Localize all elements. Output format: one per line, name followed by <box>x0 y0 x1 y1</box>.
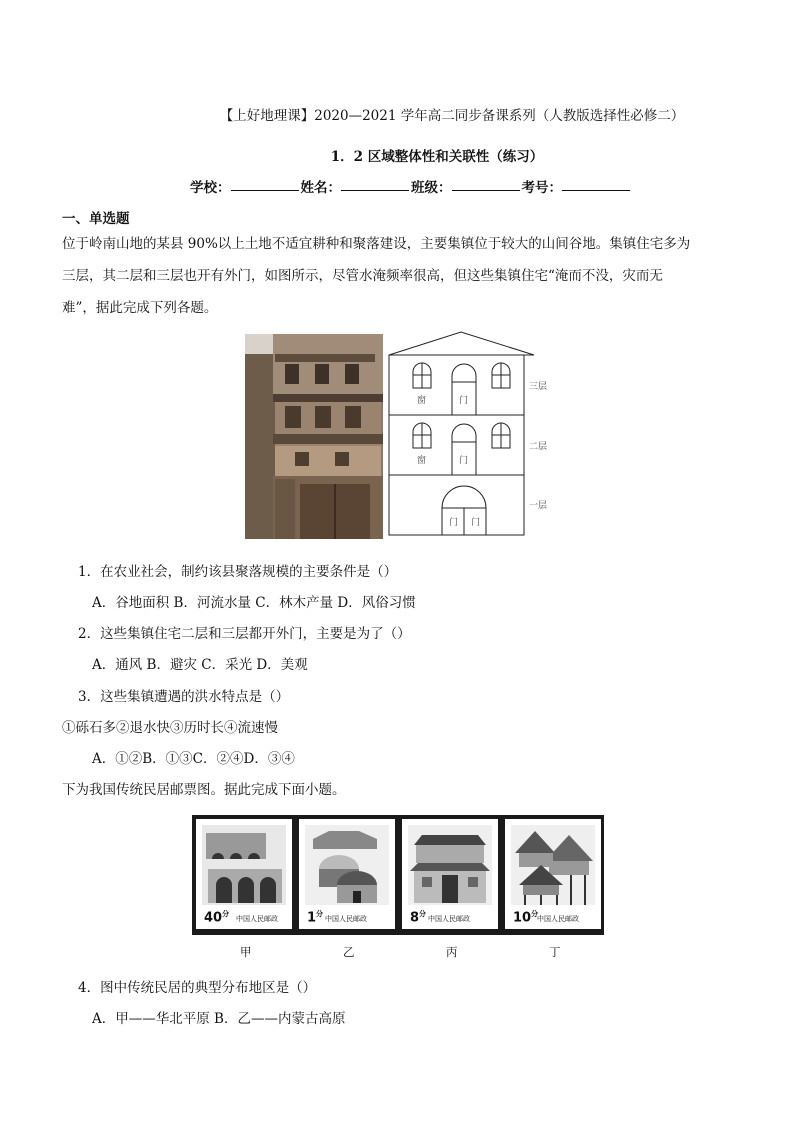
door-label: 门 <box>459 456 469 466</box>
house-diagram <box>386 330 556 540</box>
stamp-issuer: 中国人民邮政 <box>325 915 367 923</box>
stamp-caption-jia: 甲 <box>240 945 252 959</box>
stamp-jia <box>196 819 292 929</box>
question-2-options[interactable]: A．通风 B．避灾 C．采光 D．美观 <box>92 657 308 673</box>
question-2-stem: 2．这些集镇住宅二层和三层都开外门，主要是为了（） <box>78 626 411 642</box>
class-label: 班级： <box>411 180 452 196</box>
question-4-stem: 4．图中传统民居的典型分布地区是（） <box>78 980 317 996</box>
passage-1 <box>62 228 732 324</box>
exam-number-blank[interactable] <box>562 176 630 191</box>
question-4-options[interactable]: A．甲——华北平原 B．乙——内蒙古高原 <box>92 1011 346 1027</box>
window-label: 窗 <box>417 396 427 406</box>
passage-2: 下为我国传统民居邮票图。据此完成下面小题。 <box>62 782 346 798</box>
stamp-issuer: 中国人民邮政 <box>537 915 579 923</box>
stamp-value: $10^分$ <box>513 910 539 926</box>
stamp-value: $40^分$ <box>204 910 230 926</box>
stamp-strip <box>192 815 604 935</box>
exam-number-label: 考号： <box>521 180 562 196</box>
section-title: 一、单选题 <box>62 211 130 227</box>
question-1-stem: 1．在农业社会，制约该县聚落规模的主要条件是（） <box>78 564 398 580</box>
name-label: 姓名： <box>300 180 341 196</box>
lesson-title: 1．2 区域整体性和关联性（练习） <box>330 149 544 165</box>
house-photo <box>245 334 383 539</box>
stamp-value: $8^分$ <box>410 910 427 926</box>
stamp-issuer: 中国人民邮政 <box>236 915 278 923</box>
school-label: 学校： <box>190 180 231 196</box>
question-3-stem: 3．这些集镇遭遇的洪水特点是（） <box>78 689 290 705</box>
school-blank[interactable] <box>231 176 299 191</box>
window-label: 窗 <box>417 456 427 466</box>
stamp-caption-yi: 乙 <box>343 945 355 959</box>
stamp-issuer: 中国人民邮政 <box>428 915 470 923</box>
stamp-caption-bing: 丙 <box>446 945 458 959</box>
passage-1-line: 难”，据此完成下列各题。 <box>62 300 218 316</box>
question-3-options[interactable]: A．①②B．①③C．②④D．③④ <box>92 751 295 767</box>
passage-1-line: 位于岭南山地的某县 90%以上土地不适宜耕种和聚落建设，主要集镇位于较大的山间谷地。集镇住宅多为 <box>62 236 691 252</box>
door-label: 门 <box>471 518 481 528</box>
passage-1-line: 三层，其二层和三层也开有外门，如图所示，尽管水淹频率很高，但这些集镇住宅“淹而不没，灾而无 <box>62 268 663 284</box>
stamp-bing <box>402 819 498 929</box>
door-label: 门 <box>459 396 469 406</box>
floor2-label: 二层 <box>529 442 548 452</box>
floor3-label: 三层 <box>529 382 548 392</box>
student-info-line <box>190 176 632 196</box>
question-3-statements: ①砾石多②退水快③历时长④流速慢 <box>62 720 278 736</box>
stamp-caption-ding: 丁 <box>549 945 561 959</box>
name-blank[interactable] <box>341 176 409 191</box>
stamp-ding <box>505 819 601 929</box>
stamp-value: $1^分$ <box>307 910 324 926</box>
floor1-label: 一层 <box>529 501 548 511</box>
question-1-options[interactable]: A．谷地面积 B．河流水量 C．林木产量 D．风俗习惯 <box>92 595 416 611</box>
stamp-yi <box>299 819 395 929</box>
class-blank[interactable] <box>452 176 520 191</box>
series-title: 【上好地理课】2020—2021 学年高二同步备课系列（人教版选择性必修二） <box>219 108 685 124</box>
door-label: 门 <box>449 518 459 528</box>
